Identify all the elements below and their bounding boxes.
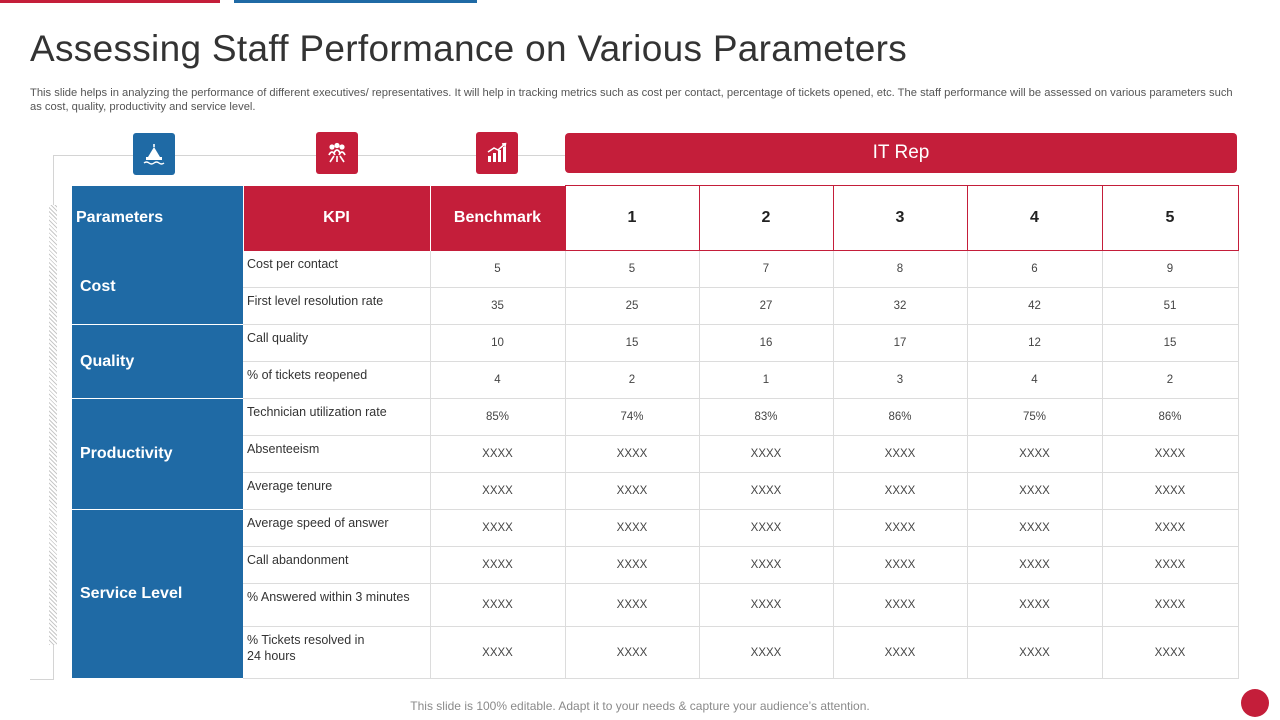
footer-note: This slide is 100% editable. Adapt it to your needs & capture your audience’s attention.	[410, 699, 870, 713]
top-accent-red	[0, 0, 220, 3]
team-icon	[316, 132, 358, 174]
header-rep-4: 4	[967, 186, 1102, 251]
kpi-cell	[243, 288, 430, 325]
rep-5-cell: XXXX	[1102, 436, 1238, 473]
benchmark-cell: XXXX	[430, 627, 565, 679]
rep-4-cell: 12	[967, 325, 1102, 362]
rep-1-cell: 25	[565, 288, 699, 325]
rep-3-cell: XXXX	[833, 436, 967, 473]
kpi-cell	[243, 473, 430, 510]
decorative-hatch	[49, 205, 57, 645]
it-rep-header	[565, 133, 1237, 173]
rep-1-cell: 15	[565, 325, 699, 362]
rep-1-cell: 2	[565, 362, 699, 399]
kpi-label: % of tickets reopened	[247, 368, 368, 382]
corner-dot	[1241, 689, 1269, 717]
kpi-cell	[243, 627, 430, 679]
rep-3-cell: XXXX	[833, 627, 967, 679]
rep-5-cell: 2	[1102, 362, 1238, 399]
header-rep-2: 2	[699, 186, 833, 251]
kpi-label: % Tickets resolved in	[247, 633, 365, 647]
kpi-label: % Answered within 3 minutes	[247, 590, 410, 604]
kpi-cell	[243, 584, 430, 627]
performance-table	[72, 185, 1239, 679]
rep-4-cell: XXXX	[967, 510, 1102, 547]
rep-2-cell: XXXX	[699, 510, 833, 547]
benchmark-cell: 4	[430, 362, 565, 399]
category-productivity: Productivity	[72, 399, 243, 510]
rep-5-cell: XXXX	[1102, 510, 1238, 547]
decorative-bracket-bottom	[30, 679, 54, 680]
rep-3-cell: 8	[833, 251, 967, 288]
rep-3-cell: XXXX	[833, 473, 967, 510]
rep-2-cell: 16	[699, 325, 833, 362]
header-rep-1: 1	[565, 186, 699, 251]
table-row	[72, 399, 1238, 436]
rep-1-cell: XXXX	[565, 436, 699, 473]
kpi-label: Average speed of answer	[247, 516, 389, 530]
rep-2-cell: 7	[699, 251, 833, 288]
rep-2-cell: XXXX	[699, 547, 833, 584]
rep-4-cell: XXXX	[967, 473, 1102, 510]
rep-4-cell: XXXX	[967, 627, 1102, 679]
rep-1-cell: XXXX	[565, 473, 699, 510]
table-row	[72, 288, 1238, 325]
kpi-label: First level resolution rate	[247, 294, 384, 308]
rep-3-cell: 32	[833, 288, 967, 325]
rep-4-cell: 42	[967, 288, 1102, 325]
table-row	[72, 362, 1238, 399]
rep-3-cell: XXXX	[833, 510, 967, 547]
header-parameters: Parameters	[72, 186, 243, 251]
rep-4-cell: 6	[967, 251, 1102, 288]
benchmark-cell: XXXX	[430, 473, 565, 510]
rep-2-cell: XXXX	[699, 436, 833, 473]
header-kpi: KPI	[243, 186, 430, 251]
rep-5-cell: 51	[1102, 288, 1238, 325]
header-rep-5: 5	[1102, 186, 1238, 251]
benchmark-cell: 35	[430, 288, 565, 325]
rep-1-cell: XXXX	[565, 547, 699, 584]
rep-3-cell: 3	[833, 362, 967, 399]
rep-5-cell: 86%	[1102, 399, 1238, 436]
rep-3-cell: XXXX	[833, 584, 967, 627]
rep-2-cell: XXXX	[699, 584, 833, 627]
rep-5-cell: 9	[1102, 251, 1238, 288]
benchmark-cell: 85%	[430, 399, 565, 436]
table-header-row	[72, 186, 1238, 251]
rep-2-cell: 27	[699, 288, 833, 325]
header-rep-3: 3	[833, 186, 967, 251]
kpi-cell	[243, 436, 430, 473]
rep-2-cell: 83%	[699, 399, 833, 436]
category-service-level: Service Level	[72, 510, 243, 679]
rep-2-cell: XXXX	[699, 627, 833, 679]
header-benchmark: Benchmark	[430, 186, 565, 251]
rep-3-cell: 17	[833, 325, 967, 362]
benchmark-cell: 10	[430, 325, 565, 362]
rep-1-cell: XXXX	[565, 627, 699, 679]
kpi-label: Absenteeism	[247, 442, 320, 456]
kpi-cell	[243, 510, 430, 547]
rep-1-cell: XXXX	[565, 584, 699, 627]
category-cost: Cost	[72, 251, 243, 325]
benchmark-cell: XXXX	[430, 436, 565, 473]
rep-1-cell: 5	[565, 251, 699, 288]
benchmark-cell: 5	[430, 251, 565, 288]
table-row	[72, 584, 1238, 627]
rep-4-cell: XXXX	[967, 584, 1102, 627]
growth-chart-icon	[476, 132, 518, 174]
rep-2-cell: 1	[699, 362, 833, 399]
benchmark-cell: XXXX	[430, 584, 565, 627]
rep-3-cell: XXXX	[833, 547, 967, 584]
benchmark-cell: XXXX	[430, 547, 565, 584]
rep-4-cell: 75%	[967, 399, 1102, 436]
rep-5-cell: XXXX	[1102, 627, 1238, 679]
top-accent-blue	[234, 0, 477, 3]
table-row	[72, 547, 1238, 584]
category-quality: Quality	[72, 325, 243, 399]
rep-3-cell: 86%	[833, 399, 967, 436]
slide-title: Assessing Staff Performance on Various Parameters	[30, 28, 908, 69]
rep-4-cell: XXXX	[967, 436, 1102, 473]
kpi-cell	[243, 362, 430, 399]
kpi-cell	[243, 251, 430, 288]
rep-1-cell: 74%	[565, 399, 699, 436]
slide-description: This slide helps in analyzing the performance of different executives/ representatives. It will help in tracking metrics such as cost per contact, percentage of tickets opened, etc. The staff performance will be assessed on various parameters such as cost, quality, productivity and service level.	[30, 87, 1233, 113]
rep-1-cell: XXXX	[565, 510, 699, 547]
table-row	[72, 325, 1238, 362]
kpi-label: 24 hours	[247, 649, 296, 663]
rep-4-cell: 4	[967, 362, 1102, 399]
kpi-label: Technician utilization rate	[247, 405, 387, 419]
kpi-label: Average tenure	[247, 479, 333, 493]
buoy-icon	[133, 133, 175, 175]
table-row	[72, 510, 1238, 547]
kpi-label: Call quality	[247, 331, 309, 345]
table-row	[72, 627, 1238, 679]
table-row	[72, 251, 1238, 288]
rep-5-cell: 15	[1102, 325, 1238, 362]
rep-2-cell: XXXX	[699, 473, 833, 510]
table-row	[72, 436, 1238, 473]
benchmark-cell: XXXX	[430, 510, 565, 547]
it-rep-label: IT Rep	[872, 142, 930, 163]
kpi-cell	[243, 325, 430, 362]
rep-5-cell: XXXX	[1102, 584, 1238, 627]
rep-5-cell: XXXX	[1102, 547, 1238, 584]
kpi-label: Cost per contact	[247, 256, 339, 271]
kpi-cell	[243, 399, 430, 436]
rep-5-cell: XXXX	[1102, 473, 1238, 510]
table-row	[72, 473, 1238, 510]
kpi-label: Call abandonment	[247, 553, 349, 567]
rep-4-cell: XXXX	[967, 547, 1102, 584]
kpi-cell	[243, 547, 430, 584]
